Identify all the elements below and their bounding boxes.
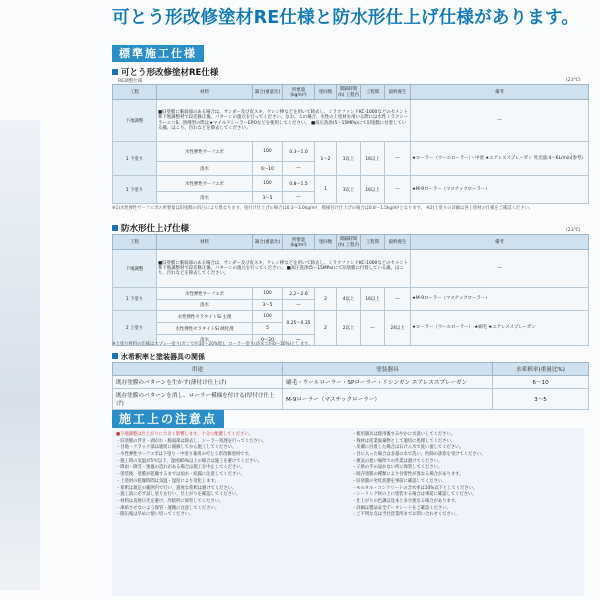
note-cell: ― [411, 100, 589, 142]
use-cell: 既存塗膜のパターンを消し、ローラー模様を付ける(厚付け仕上げ) [113, 389, 283, 410]
note-line: ・希釈は規定の範囲内で行い、過度な希釈は避けてください。 [116, 485, 237, 491]
material-cell: 清水 [157, 300, 253, 311]
table-row [113, 311, 589, 323]
mix-cell: 5 [253, 323, 283, 335]
sub-spec-label: RE調整仕様 [118, 79, 143, 84]
note-line: ・仕上がりの色調は見本と多少異なる場合があります。 [352, 498, 460, 504]
col-header: 所要量(kg/m²) [283, 85, 315, 100]
material-cell: 水性弾性サーフエポ [157, 142, 253, 162]
note-line: ・材料は直射日光を避け、冷暗所に保管してください。 [116, 498, 224, 504]
building-photo-decoration [0, 120, 40, 590]
table-header-row [113, 85, 589, 100]
note-line: ・旧塗膜の浮き・剥がれ・脆弱部は除去し、シーラー処理を行ってください。 [116, 438, 267, 444]
qty-cell: 0.25～0.35 [283, 311, 315, 335]
ratio-cell: 3～5 [493, 389, 589, 410]
col-header: 工程 [113, 85, 157, 100]
note-line: ・塗装後、塗膜が乾燥するまでは雨水・結露に注意してください。 [116, 472, 245, 478]
precautions-left-column [116, 432, 344, 519]
page-title: 可とう形改修塗材RE仕様と防水形仕上げ仕様があります。 [112, 8, 579, 28]
note-cell: ★M-9ローラー（マスチックローラー） [411, 176, 589, 204]
section-title-re-spec-text: 可とう形改修塗材RE仕様 [121, 68, 219, 78]
section-title-waterproof [112, 222, 189, 234]
note-line: ・既存塗膜の種類により付着性が異なる場合があります。 [352, 472, 464, 478]
note-line: ・残材は産業廃棄物として適切に処理してください。 [352, 438, 456, 444]
interval-cell: ― [361, 311, 385, 346]
col-header: 用途 [113, 363, 283, 376]
note-line: ・子供の手の届かない所に保管してください。 [352, 465, 443, 471]
col-header: 材料 [157, 235, 253, 250]
mix-cell: 100 [253, 142, 283, 162]
note-line: ・上塗材の乾燥時間は気温・湿度により変化します。 [116, 478, 219, 484]
section-title-waterproof-text: 防水形仕上げ仕様 [121, 224, 190, 234]
qty-cell: ― [283, 300, 315, 311]
mix-cell: 100 [253, 288, 283, 300]
material-cell: 水性弾性セラタイトSi 硬化剤 [157, 323, 253, 335]
section-title-ratio-text: 水希釈率と塗装器具の関係 [121, 353, 205, 361]
table-row [113, 389, 589, 410]
material-cell: 清水 [157, 192, 253, 204]
col-header: 最終養生 [385, 235, 411, 250]
square-bullet-icon [112, 225, 118, 231]
spec-table-re [112, 84, 589, 204]
col-header: 所要量(kg/m²) [283, 235, 315, 250]
interval-cell: 16以上 [361, 142, 385, 176]
col-header: 工程間 [361, 85, 385, 100]
qty-cell: 0.8～1.5 [283, 176, 315, 192]
table-row [113, 250, 589, 288]
material-cell: 水性弾性セラタイトSi 主剤 [157, 311, 253, 323]
qty-cell: ― [283, 162, 315, 176]
table-header-row [113, 235, 589, 250]
col-header: 水希釈率(重量比%) [493, 363, 589, 376]
note-line: ・旧塗膜の劣化状態を事前に確認してください。 [352, 478, 447, 484]
col-header: 工程 [113, 235, 157, 250]
tool-cell: M-9ローラー（マスチックローラー） [283, 389, 493, 410]
interval-cell: 3以上 [337, 176, 361, 204]
material-cell: 清水 [157, 335, 253, 346]
table-row [113, 376, 589, 389]
note-line: ・凍結させないよう保管・運搬に注意してください。 [116, 505, 220, 511]
mix-cell: 100 [253, 311, 283, 323]
col-header: 塗回数 [315, 85, 337, 100]
material-cell: 清水 [157, 162, 253, 176]
precautions-box [112, 428, 584, 596]
final-cure-cell: 24以上 [385, 311, 411, 346]
note-line: ・シーリング材の上に塗装する場合は事前に確認してください。 [352, 492, 477, 498]
note-line: ・施工前に必ず試し塗りを行い、仕上がりを確認してください。 [116, 492, 241, 498]
qty-cell: ― [283, 335, 315, 346]
step-cell: 1 下塗り [113, 142, 157, 176]
step-cell: 2 上塗り [113, 311, 157, 346]
col-header: 調合(重量比) [253, 235, 283, 250]
mix-cell: 6～10 [253, 162, 283, 176]
use-cell: 既存塗膜のパターンを生かす(薄付け仕上げ) [113, 376, 283, 389]
step-cell: 下地調整 [113, 100, 157, 142]
col-header: 備考 [411, 235, 589, 250]
col-header: 間隔時間(h) 工程内 [337, 85, 361, 100]
section-bar-standard-spec: 標準施工仕様 [112, 45, 204, 62]
temperature-unit: (23℃) [566, 78, 581, 83]
note-line: ・モルタル・コンクリートの含水率は10%以下としてください。 [352, 485, 478, 491]
col-header: 最終養生 [385, 85, 411, 100]
col-header: 材料 [157, 85, 253, 100]
col-header: 工程間 [361, 235, 385, 250]
section-title-ratio [112, 352, 205, 362]
note-line: ・目に入った場合は多量の水で洗い、医師の診察を受けてください。 [352, 452, 486, 458]
spec-table-waterproof [112, 234, 589, 346]
ratio-table [112, 362, 589, 410]
final-cure-cell: ― [385, 288, 411, 311]
note-line: ・換気の悪い場所での作業は避けてください。 [352, 458, 443, 464]
mix-cell: 3～5 [253, 192, 283, 204]
note-line: ・降雨・降雪・強風の恐れがある場合は施工を中止してください。 [116, 465, 245, 471]
section-title-re-spec [112, 66, 218, 78]
table-header-row [113, 363, 589, 376]
qty-cell: ― [283, 192, 315, 204]
material-cell: 水性弾性サーフエポ [157, 288, 253, 300]
interval-cell: 3以上 [337, 142, 361, 176]
coats-cell: 2 [315, 288, 337, 311]
temperature-unit: (23℃) [566, 228, 581, 233]
step-cell: 1 下塗り [113, 176, 157, 204]
table-row [113, 288, 589, 300]
note-line: ・施工時の気温が5℃以下、湿度85%以上の場合は施工を避けてください。 [116, 458, 263, 464]
col-header: 塗装器具 [283, 363, 493, 376]
mix-cell: 3～5 [253, 300, 283, 311]
square-bullet-icon [112, 353, 118, 359]
tool-cell: 刷毛・ウールローラー・SPローラー・リシンガン エアレススプレーガン [283, 376, 493, 389]
interval-cell: 16以上 [361, 176, 385, 204]
material-cell: ■旧塗膜に脆弱部のある場合は、サンダー及び皮スキ、ケレン棒などを用いて除去し、ミラクファンドKC-1000などのセメント系下地調整材で段差修正後、パターンの復元を行ってください。なお、この場合、水性の上塗材を用いる際には水性ミラクシーラーエコS、溶剤型の際は★マイルドシーラーEPOなどを使用してください。 ■高圧洗浄(5～15MPa)にて旧塗膜に付着している藻、ほこり、汚れなどを除去してください。 [157, 100, 411, 142]
col-header: 塗回数 [315, 235, 337, 250]
qty-cell: 2.2～2.6 [283, 288, 315, 300]
note-cell: ― [411, 250, 589, 288]
table-row [113, 100, 589, 142]
coats-cell: 1 [315, 176, 337, 204]
final-cure-cell: ― [385, 142, 411, 176]
note-line: ・皮膚に付着した場合は石けん水で洗い流してください。 [352, 445, 464, 451]
interval-cell: 16以上 [361, 288, 385, 311]
qty-cell: 0.3～1.0 [283, 142, 315, 162]
material-cell: 水性弾性サーフエポ [157, 176, 253, 192]
col-header: 間隔時間(h) 工程内 [337, 235, 361, 250]
precautions-right-column [352, 432, 580, 519]
table-row [113, 142, 589, 162]
note-line: ・開缶後は早めに使い切ってください。 [116, 512, 194, 518]
material-cell: ■旧塗膜に脆弱部のある場合は、サンダー及び皮スキ、ケレン棒などを用いて除去し、ミラクファンドKC-1000などのセメント系下地調整材で段差修正後、パターンの復元を行ってください。 ■高圧洗浄(5～15MPa)にて旧塗膜に付着している藻、ほこり、汚れなどを除去してください。 [157, 250, 411, 288]
interval-cell: 4以上 [337, 288, 361, 311]
note-line: ・目地・クラック部は適切に補修してから施工してください。 [116, 445, 237, 451]
col-header: 調合(重量比) [253, 85, 283, 100]
final-cure-cell: ― [385, 176, 411, 204]
note-cell: ★ローラー（ウールローラー） ★刷毛 ★エアレススプレーガン [411, 311, 589, 346]
note-line: ■下地調整は仕上がりに大きく影響します。十分に配慮してください。 [116, 432, 253, 437]
note-cell: ★ローラー（ウールローラー）・中塗 ★エアレススプレーガン 吐出量:4～6L/min(参考) [411, 142, 589, 176]
note-line: ・詳細は製品安全データシートをご確認ください。 [352, 505, 451, 511]
note-line: ・ご不明な点は当社営業所までお問い合わせください。 [352, 512, 460, 518]
square-bullet-icon [112, 69, 118, 75]
note-line: ・使用器具は使用後すみやかに水洗いしてください。 [352, 432, 456, 437]
section-bar-precautions: 施工上の注意点 [112, 410, 224, 428]
ratio-cell: 6～10 [493, 376, 589, 389]
mix-cell: 0～20 [253, 335, 283, 346]
table-row [113, 176, 589, 192]
note-line: ・水性弾性サーフエポは下塗り・中塗り兼用の可とう形改修塗材です。 [116, 452, 253, 458]
footnote-re: ※1)水性弾性サーフエポの所要量は旧塗膜の凹凸により異なります。塗付け仕上げの場合は0.3～1.0kg/m²、模様付け仕上げの場合は0.8～1.5kg/m²となります。 ※2)上塗りの詳細は各上塗材の仕様をご確認ください。 [112, 206, 534, 211]
footnote-waterproof: ※上塗り材料の仕様はスプレー塗り(ガンで約10～20%程)、ローラー塗り(清水で約0～10%)とします。 [112, 342, 313, 347]
coats-cell: 1～2 [315, 142, 337, 176]
step-cell: 下地調整 [113, 250, 157, 288]
note-cell: ★M-9ローラー（マスチックローラー） [411, 288, 589, 311]
interval-cell: 2以上 [337, 311, 361, 346]
col-header: 備考 [411, 85, 589, 100]
mix-cell: 100 [253, 176, 283, 192]
step-cell: 1 下塗り [113, 288, 157, 311]
coats-cell: 2 [315, 311, 337, 346]
